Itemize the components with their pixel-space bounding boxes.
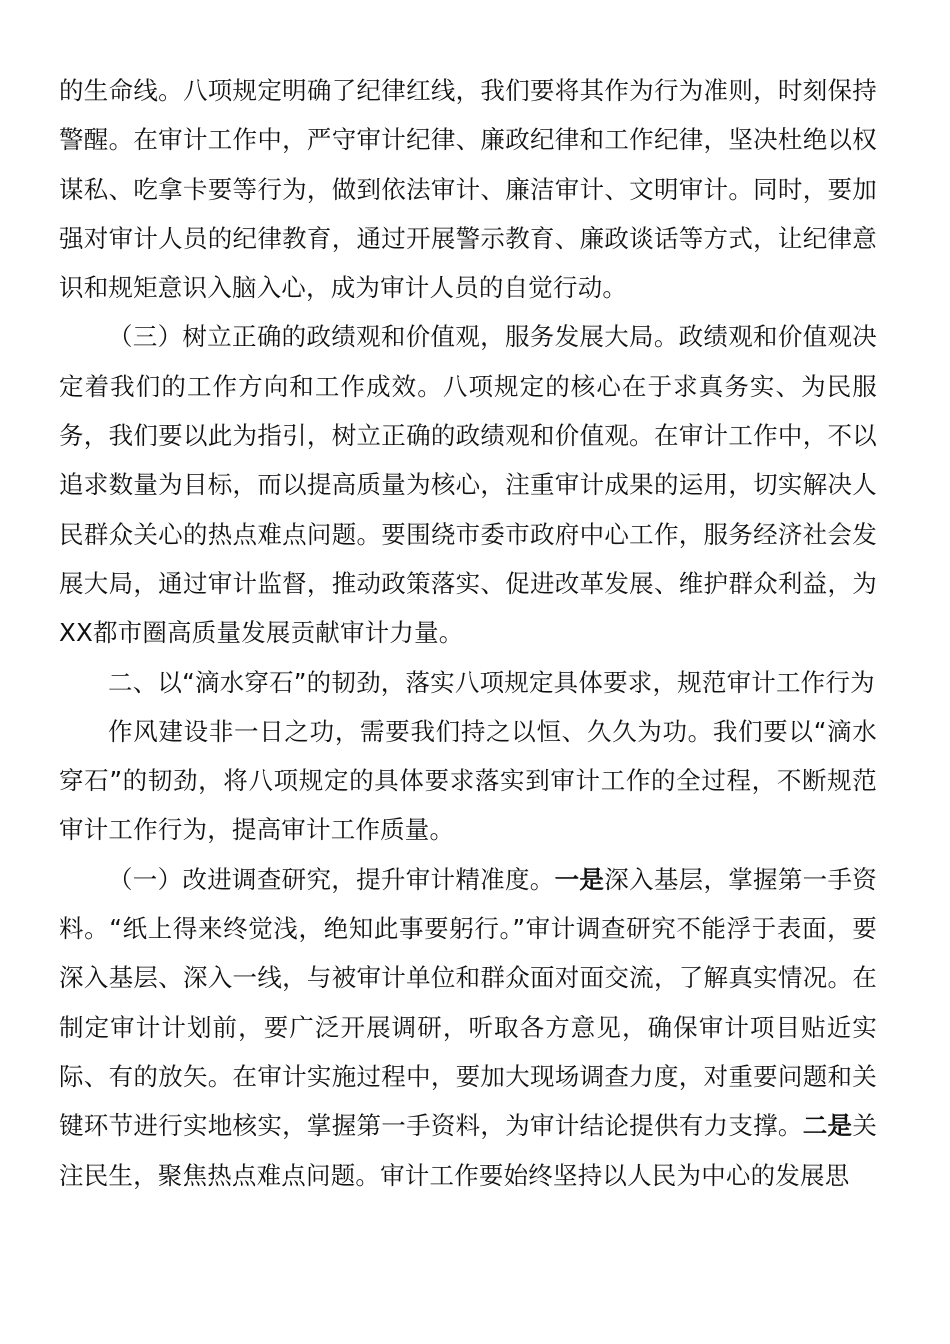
paragraph-1 — [59, 66, 877, 312]
paragraph-5-bold-second: 二是 — [802, 1111, 853, 1141]
section-heading-2-text: 二、以“滴水穿石”的韧劲，落实八项规定具体要求，规范审计工作行为 — [108, 667, 875, 697]
paragraph-1-text: 的生命线。八项规定明确了纪律红线，我们要将其作为行为准则，时刻保持警醒。在审计工作中，严守审计纪律、廉政纪律和工作纪律，坚决杜绝以权谋私、吃拿卡要等行为，做到依法审计、廉洁审计、文明审计。同时，要加强对审计人员的纪律教育，通过开展警示教育、廉政谈话等方式，让纪律意识和规矩意识入脑入心，成为审计人员的自觉行动。 — [59, 76, 877, 303]
section-heading-2 — [59, 658, 877, 707]
paragraph-4 — [59, 707, 877, 855]
paragraph-5 — [59, 855, 877, 1200]
paragraph-2-text: （三）树立正确的政绩观和价值观，服务发展大局。政绩观和价值观决定着我们的工作方向和工作成效。八项规定的核心在于求真务实、为民服务，我们要以此为指引，树立正确的政绩观和价值观。在审计工作中，不以追求数量为目标，而以提高质量为核心，注重审计成果的运用，切实解决人民群众关心的热点难点问题。要围绕市委市政府中心工作，服务经济社会发展大局，通过审计监督，推动政策落实、促进改革发展、维护群众利益，为XX都市圈高质量发展贡献审计力量。 — [59, 322, 877, 648]
paragraph-5-run-5: 关注民生，聚焦热点难点问题。审计工作要始终坚持以人民为中心的发展思 — [59, 1111, 878, 1190]
document-body — [59, 66, 877, 1200]
paragraph-5-run-3: 深入基层，掌握第一手资料。“纸上得来终觉浅，绝知此事要躬行。”审计调查研究不能浮于表面，要深入基层、深入一线，与被审计单位和群众面对面交流，了解真实情况。在制定审计计划前，要广泛开展调研，听取各方意见，确保审计项目贴近实际、有的放矢。在审计实施过程中，要加大现场调查力度，对重要问题和关键环节进行实地核实，掌握第一手资料，为审计结论提供有力支撑。 — [59, 864, 877, 1141]
paragraph-5-bold-first: 一是 — [554, 864, 605, 894]
paragraph-2 — [59, 312, 877, 657]
paragraph-5-run-1: （一）改进调查研究，提升审计精准度。 — [108, 864, 555, 894]
paragraph-4-text: 作风建设非一日之功，需要我们持之以恒、久久为功。我们要以“滴水穿石”的韧劲，将八项规定的具体要求落实到审计工作的全过程，不断规范审计工作行为，提高审计工作质量。 — [59, 716, 877, 845]
